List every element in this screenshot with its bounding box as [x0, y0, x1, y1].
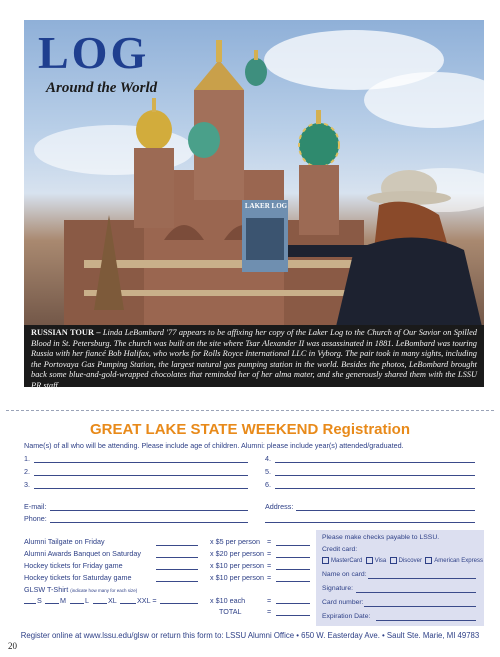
event-eq: =: [267, 561, 272, 570]
tshirt-subtotal-field[interactable]: [160, 603, 198, 604]
size-label: M: [60, 596, 66, 605]
cover-photo: [24, 20, 484, 335]
attendee-field-3[interactable]: [34, 488, 248, 489]
event-name: Hockey tickets for Saturday game: [24, 573, 132, 582]
card-number-label: Card number:: [322, 599, 364, 606]
size-label: L: [85, 596, 89, 605]
caption-body: Linda LeBombard '77 appears to be affixing her copy of the Laker Log to the Church of Our Savior on Spilled Blood in St. Petersburg. The church was built on the site where Tsar Alexander II was assassinated in 1881. LeBombard was touring Russia with her fiancé Bob Halifax, who works for Rolls Royce International LLC in Vyborg. The pair took in many sights, including the Portovaya Gas Pumping Station, the largest natural gas pumping station in the world. Besides the photos, LeBombard brought back some blue-and-gold-wrapped chocolates that reminded her of her alma mater, and she generously shared them with the LSSU PR staff.: [31, 328, 477, 390]
card-option: Visa: [374, 558, 387, 565]
card-option: Discover: [398, 558, 422, 565]
size-xl-field[interactable]: [93, 603, 107, 604]
size-m-field[interactable]: [45, 603, 59, 604]
email-label: E-mail:: [24, 502, 47, 511]
event-price: x $10 per person: [210, 561, 264, 570]
tshirt-total-field[interactable]: [276, 603, 310, 604]
attendee-number: 2.: [24, 467, 30, 476]
checkbox-icon: [390, 557, 397, 564]
tshirt-label-text: GLSW T-Shirt: [24, 585, 69, 594]
card-option: MasterCard: [331, 558, 363, 565]
attendee-field-2[interactable]: [34, 475, 248, 476]
total-label: TOTAL: [219, 607, 242, 616]
expiration-label: Expiration Date:: [322, 613, 371, 620]
expiration-field[interactable]: [376, 620, 476, 621]
attendee-number: 6.: [265, 480, 271, 489]
event-name: Alumni Tailgate on Friday: [24, 537, 105, 546]
checkbox-discover[interactable]: [390, 558, 422, 564]
size-xxl-field[interactable]: [120, 603, 136, 604]
event-eq: =: [267, 549, 272, 558]
footer-return-address: Register online at www.lssu.edu/glsw or return this form to: LSSU Alumni Office • 650 W. Easterday Ave. • Sault Ste. Marie, MI 49783: [20, 631, 480, 640]
event-qty-field[interactable]: [156, 545, 198, 546]
attendee-field-1[interactable]: [34, 462, 248, 463]
registration-instructions: Name(s) of all who will be attending. Please include age of children. Alumni: please include year(s) attended/graduated.: [24, 441, 404, 450]
signature-label: Signature:: [322, 585, 353, 592]
checkbox-mastercard[interactable]: [322, 558, 362, 564]
card-number-field[interactable]: [364, 606, 476, 607]
event-qty-field[interactable]: [156, 581, 198, 582]
event-eq: =: [267, 573, 272, 582]
event-price: x $5 per person: [210, 537, 260, 546]
page-number: 20: [8, 641, 17, 651]
attendee-field-4[interactable]: [275, 462, 475, 463]
checkbox-icon: [425, 557, 432, 564]
email-field[interactable]: [50, 510, 248, 511]
size-label: S: [37, 596, 42, 605]
attendee-field-6[interactable]: [275, 488, 475, 489]
tshirt-price: x $10 each: [210, 596, 246, 605]
address-label: Address:: [265, 502, 294, 511]
signature-field[interactable]: [356, 592, 476, 593]
tshirt-note: (indicate how many for each size): [70, 588, 138, 593]
payable-note: Please make checks payable to LSSU.: [322, 534, 440, 541]
caption-lead: RUSSIAN TOUR –: [31, 328, 101, 337]
phone-field[interactable]: [50, 522, 248, 523]
total-field[interactable]: [276, 615, 310, 616]
size-label: XL: [108, 596, 117, 605]
event-qty-field[interactable]: [156, 569, 198, 570]
attendee-number: 3.: [24, 480, 30, 489]
name-on-card-label: Name on card:: [322, 571, 367, 578]
event-total-field[interactable]: [276, 557, 310, 558]
event-eq: =: [267, 537, 272, 546]
card-options: [322, 557, 483, 564]
event-name: Alumni Awards Banquet on Saturday: [24, 549, 141, 558]
attendee-number: 5.: [265, 467, 271, 476]
magazine-title: LAKER LOG: [244, 202, 288, 210]
address-field-2[interactable]: [265, 522, 475, 523]
credit-card-label: Credit card:: [322, 546, 358, 553]
event-name: Hockey tickets for Friday game: [24, 561, 123, 570]
event-total-field[interactable]: [276, 569, 310, 570]
event-qty-field[interactable]: [156, 557, 198, 558]
address-field[interactable]: [296, 510, 475, 511]
checkbox-icon: [366, 557, 373, 564]
attendee-number: 4.: [265, 454, 271, 463]
phone-label: Phone:: [24, 514, 47, 523]
tshirt-label: [24, 585, 137, 594]
attendee-number: 1.: [24, 454, 30, 463]
logo-subtitle: Around the World: [46, 80, 158, 96]
cut-line: [6, 410, 494, 411]
checkbox-visa[interactable]: [366, 558, 387, 564]
registration-title: GREAT LAKE STATE WEEKEND Registration: [89, 421, 410, 438]
size-l-field[interactable]: [70, 603, 84, 604]
checkbox-amex[interactable]: [425, 558, 483, 564]
event-total-field[interactable]: [276, 581, 310, 582]
checkbox-icon: [322, 557, 329, 564]
photo-caption: [24, 325, 484, 390]
event-price: x $20 per person: [210, 549, 264, 558]
card-option: American Express: [434, 558, 483, 565]
tshirt-eq: =: [267, 596, 272, 605]
total-eq: =: [267, 607, 272, 616]
attendee-field-5[interactable]: [275, 475, 475, 476]
name-on-card-field[interactable]: [368, 578, 476, 579]
size-label: XXL =: [137, 596, 157, 605]
event-price: x $10 per person: [210, 573, 264, 582]
size-s-field[interactable]: [24, 603, 36, 604]
logo-word: LOG: [38, 27, 150, 78]
log-logo: [38, 28, 198, 108]
event-total-field[interactable]: [276, 545, 310, 546]
